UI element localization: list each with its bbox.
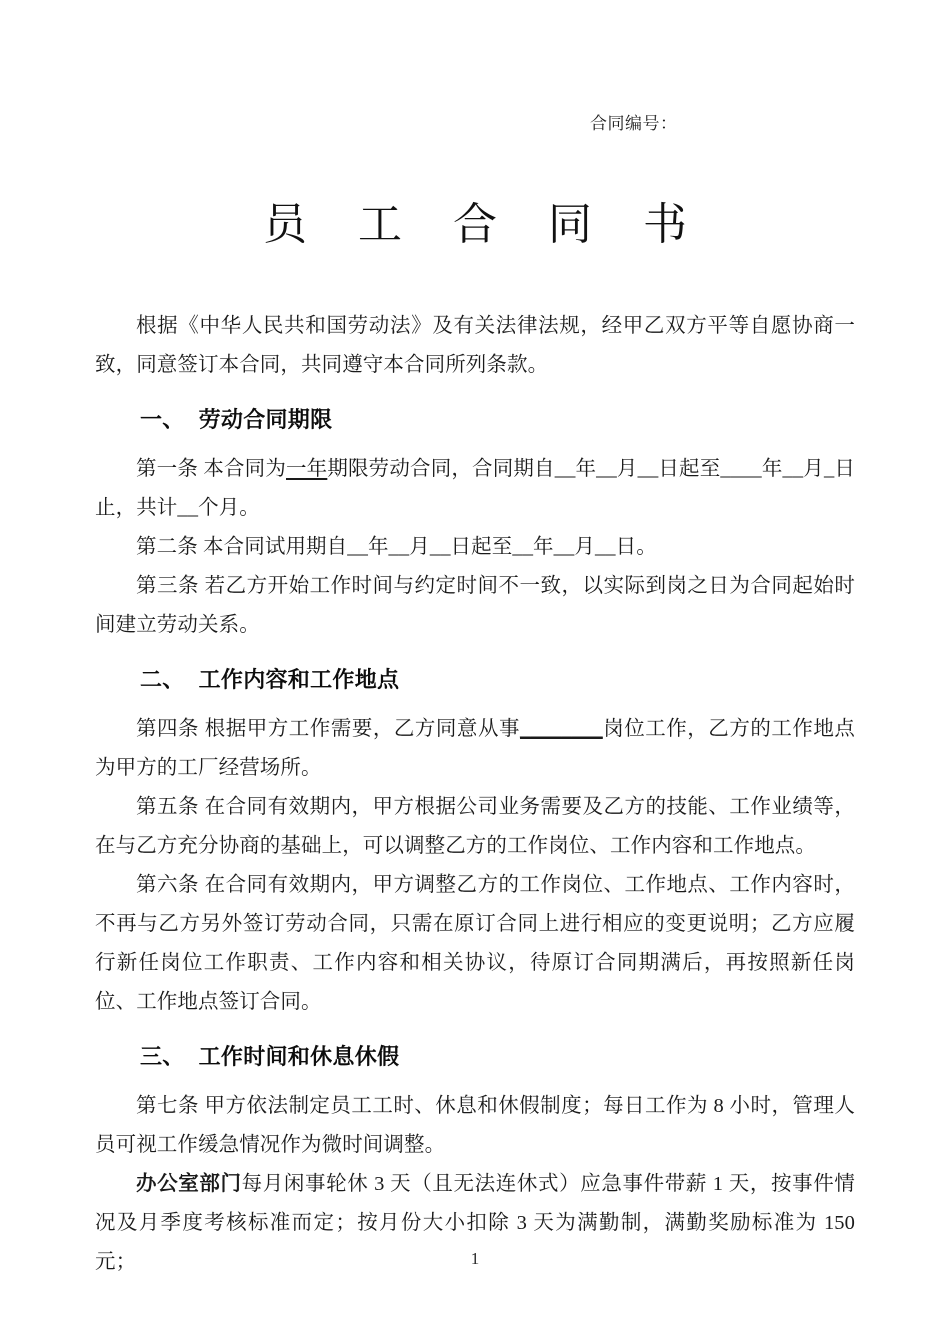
clause-1-text-before: 本合同为	[203, 458, 286, 480]
document-header	[95, 112, 855, 142]
section-title-3: 工作时间和休息休假	[198, 1045, 400, 1070]
clause-7	[95, 1087, 855, 1165]
section-heading-2	[95, 662, 855, 700]
clause-7-label: 第七条	[136, 1095, 199, 1117]
clause-3-text: 若乙方开始工作时间与约定时间不一致，以实际到岗之日为合同起始时间建立劳动关系。	[95, 575, 855, 636]
clause-5-text: 在合同有效期内，甲方根据公司业务需要及乙方的技能、工作业绩等，在与乙方充分协商的基础上，可以调整乙方的工作岗位、工作内容和工作地点。	[95, 796, 855, 857]
document-body	[95, 195, 855, 1282]
section-number-2: 二、	[140, 668, 185, 693]
clause-5-label: 第五条	[136, 796, 199, 818]
section-number-3: 三、	[140, 1045, 185, 1070]
clause-4-text-after: 岗位工作，乙方的工作地点为甲方的工厂经营场所。	[95, 718, 856, 779]
clause-3-label: 第三条	[136, 575, 199, 597]
clause-6-label: 第六条	[136, 874, 199, 896]
section-heading-1	[95, 402, 855, 440]
clause-4-label: 第四条	[136, 718, 200, 740]
contract-number-label: 合同编号：	[590, 114, 678, 134]
office-department-text: 每月闲事轮休 3 天（且无法连休式）应急事件带薪 1 天，按事件情况及月季度考核标准而定；按月份大小扣除 3 天为满勤制，满勤奖励标准为 150 元；	[95, 1173, 855, 1273]
clause-7-text: 甲方依法制定员工工时、休息和休假制度；每日工作为 8 小时，管理人员可视工作缓急情况作为微时间调整。	[95, 1095, 855, 1156]
section-number-1: 一、	[140, 408, 185, 433]
clause-1	[95, 450, 855, 528]
clause-6	[95, 866, 855, 1022]
clause-4	[95, 710, 855, 788]
page-title: 员 工 合 同 书	[263, 200, 707, 249]
clause-5	[95, 788, 855, 866]
clause-1-text-after: 期限劳动合同，合同期自__年__月__日起至____年__月_日止，共计__个月。	[95, 458, 855, 519]
clause-1-filled-term: 一年	[286, 458, 328, 480]
section-title-2: 工作内容和工作地点	[198, 668, 400, 693]
clause-6-text: 在合同有效期内，甲方调整乙方的工作岗位、工作地点、工作内容时，不再与乙方另外签订劳动合同，只需在原订合同上进行相应的变更说明；乙方应履行新任岗位工作职责、工作内容和相关协议，待原订合同期满后，再按照新任岗位、工作地点签订合同。	[95, 874, 855, 1013]
clause-2-label: 第二条	[136, 536, 198, 558]
document-footer	[0, 1248, 950, 1270]
clause-4-blank-field: ________	[519, 718, 603, 740]
intro-paragraph: 根据《中华人民共和国劳动法》及有关法律法规，经甲乙双方平等自愿协商一致，同意签订本合同，共同遵守本合同所列条款。	[95, 315, 855, 376]
clause-3	[95, 567, 855, 645]
page-number: 1	[470, 1249, 480, 1268]
clause-2-text: 本合同试用期自__年__月__日起至__年__月__日。	[203, 536, 657, 558]
section-title-1: 劳动合同期限	[198, 408, 333, 433]
clause-1-label: 第一条	[136, 458, 199, 480]
clause-4-text-before: 根据甲方工作需要，乙方同意从事	[204, 718, 520, 740]
section-heading-3	[95, 1039, 855, 1077]
clause-2	[95, 528, 855, 567]
office-department-label: 办公室部门	[136, 1173, 242, 1195]
